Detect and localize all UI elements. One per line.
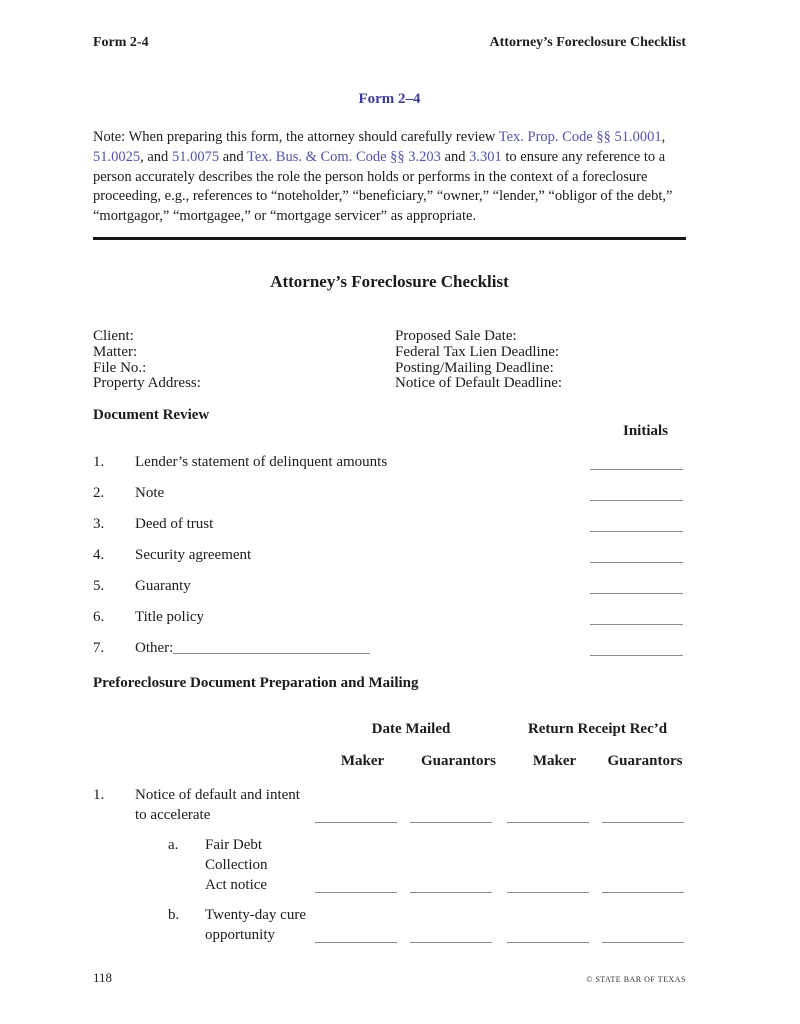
page-footer (93, 971, 686, 984)
row-label-line1: Notice of default and intent (135, 787, 300, 804)
column-maker-return-receipt: Maker (532, 753, 577, 770)
field-label-client: Client: (93, 327, 134, 344)
blank-cell (410, 819, 507, 825)
row-label-cell (93, 905, 315, 945)
column-group-return-receipt: Return Receipt Rec’d (527, 721, 668, 738)
case-info-right-column (395, 329, 562, 392)
row-number: b. (168, 907, 180, 924)
blank-cell (507, 819, 602, 825)
item-number: 2. (93, 485, 105, 502)
group-header-spacer (93, 722, 315, 737)
initials-column-header: Initials (622, 423, 668, 440)
field-label-matter: Matter: (93, 343, 138, 360)
preforeclosure-heading: Preforeclosure Document Preparation and Mailing (93, 675, 419, 692)
return-receipt-guarantors-blank (602, 819, 684, 823)
blank-cell (315, 889, 410, 895)
field-label-file-no: File No.: (93, 359, 147, 376)
mailing-row-fair-debt-collection (93, 835, 686, 895)
row-number: 1. (93, 787, 105, 804)
return-receipt-maker-blank (507, 819, 589, 823)
statute-link-51-0025[interactable]: 51.0025 (93, 148, 141, 165)
blank-cell (315, 819, 410, 825)
row-label (205, 835, 315, 895)
initials-blank (590, 528, 683, 532)
item-label: Note (135, 485, 165, 502)
mailing-row-twenty-day-cure (93, 905, 686, 945)
mailing-table-sub-header (93, 754, 686, 769)
row-label (205, 905, 315, 945)
initials-blank (590, 559, 683, 563)
statute-link-bus-com-code[interactable]: Tex. Bus. & Com. Code §§ 3.203 (247, 148, 441, 165)
initials-blank (590, 497, 683, 501)
item-number: 5. (93, 578, 105, 595)
statute-link-prop-code[interactable]: Tex. Prop. Code §§ 51.0001 (498, 129, 662, 145)
item-number: 7. (93, 640, 105, 657)
field-label-property-address: Property Address: (93, 375, 201, 392)
row-label-line2: to accelerate (135, 807, 211, 824)
note-paragraph (93, 128, 686, 227)
item-label-other: Other: (135, 640, 174, 657)
return-receipt-guarantors-blank (602, 889, 684, 893)
field-label-notice-of-default-deadline: Notice of Default Deadline: (395, 375, 563, 392)
initials-blank (590, 466, 683, 470)
item-number: 6. (93, 609, 105, 626)
document-review-item-3 (93, 517, 686, 532)
row-label-cell (93, 785, 315, 825)
column-group-date-mailed: Date Mailed (371, 721, 451, 738)
blank-cell (602, 819, 688, 825)
copyright-notice: © STATE BAR OF TEXAS (586, 975, 686, 984)
row-label (135, 785, 315, 825)
note-text: to ensure any reference to a person accurately describes the role the person holds or performs in the context of a foreclosure proceeding, e.g., references to “noteholder,” “beneficiary,” “owner,” “lender,” “obligor of the debt,” “mortgagor,” “mortgagee,” or “mortgage servicer” as appropriate. (93, 148, 673, 225)
item-label (135, 641, 590, 656)
return-receipt-guarantors-blank (602, 939, 684, 943)
row-label-line1: Fair Debt Collection (205, 837, 268, 874)
blank-cell (507, 939, 602, 945)
item-label: Lender’s statement of delinquent amounts (135, 454, 388, 471)
return-receipt-maker-blank (507, 889, 589, 893)
section-divider (93, 237, 686, 240)
initials-blank (590, 652, 683, 656)
blank-cell (410, 939, 507, 945)
return-receipt-maker-blank (507, 939, 589, 943)
field-label-proposed-sale-date: Proposed Sale Date: (395, 327, 517, 344)
blank-cell (410, 889, 507, 895)
date-mailed-guarantors-blank (410, 819, 492, 823)
column-maker-date-mailed: Maker (340, 753, 385, 770)
row-label-line2: Act notice (205, 877, 268, 894)
row-label-line1: Twenty-day cure (205, 907, 306, 924)
document-review-item-1 (93, 455, 686, 470)
other-write-in-blank (173, 652, 370, 654)
note-text: , and (140, 148, 172, 165)
document-review-item-6 (93, 610, 686, 625)
page-number: 118 (93, 970, 113, 985)
column-guarantors-return-receipt: Guarantors (607, 753, 683, 770)
note-text: and (440, 148, 470, 165)
case-info-left-column (93, 329, 395, 392)
note-text: and (219, 148, 247, 165)
date-mailed-maker-blank (315, 889, 397, 893)
document-review-item-4 (93, 548, 686, 563)
row-label-line2: opportunity (205, 927, 275, 944)
note-text: , (661, 129, 666, 145)
mailing-table-group-header (93, 722, 686, 737)
checklist-title: Attorney’s Foreclosure Checklist (270, 271, 509, 291)
item-label: Deed of trust (135, 516, 214, 533)
date-mailed-guarantors-blank (410, 939, 492, 943)
initials-blank (590, 590, 683, 594)
case-info-fields (93, 329, 686, 392)
blank-cell (507, 889, 602, 895)
item-number: 3. (93, 516, 105, 533)
row-label-cell (93, 835, 315, 895)
header-form-number: Form 2-4 (93, 35, 149, 50)
date-mailed-maker-blank (315, 819, 397, 823)
initials-blank (590, 621, 683, 625)
document-review-item-7 (93, 641, 686, 656)
blank-cell (602, 889, 688, 895)
header-doc-title: Attorney’s Foreclosure Checklist (489, 35, 686, 50)
running-header (93, 35, 686, 50)
field-label-federal-tax-lien-deadline: Federal Tax Lien Deadline: (395, 343, 560, 360)
item-label: Title policy (135, 609, 205, 626)
date-mailed-guarantors-blank (410, 889, 492, 893)
note-text: Note: When preparing this form, the attorney should carefully review (93, 129, 499, 145)
field-label-posting-mailing-deadline: Posting/Mailing Deadline: (395, 359, 554, 376)
mailing-row-notice-of-default (93, 785, 686, 825)
blank-cell (602, 939, 688, 945)
sub-header-spacer (93, 754, 315, 769)
form-title: Form 2–4 (358, 91, 421, 107)
statute-link-3-301[interactable]: 3.301 (469, 148, 502, 165)
item-number: 4. (93, 547, 105, 564)
statute-link-51-0075[interactable]: 51.0075 (171, 148, 220, 165)
column-guarantors-date-mailed: Guarantors (421, 753, 496, 770)
row-number: a. (168, 837, 179, 854)
blank-cell (315, 939, 410, 945)
date-mailed-maker-blank (315, 939, 397, 943)
document-review-item-5 (93, 579, 686, 594)
item-label: Guaranty (135, 578, 191, 595)
item-number: 1. (93, 454, 105, 471)
item-label: Security agreement (135, 547, 252, 564)
document-review-heading: Document Review (93, 407, 210, 424)
document-review-item-2 (93, 486, 686, 501)
